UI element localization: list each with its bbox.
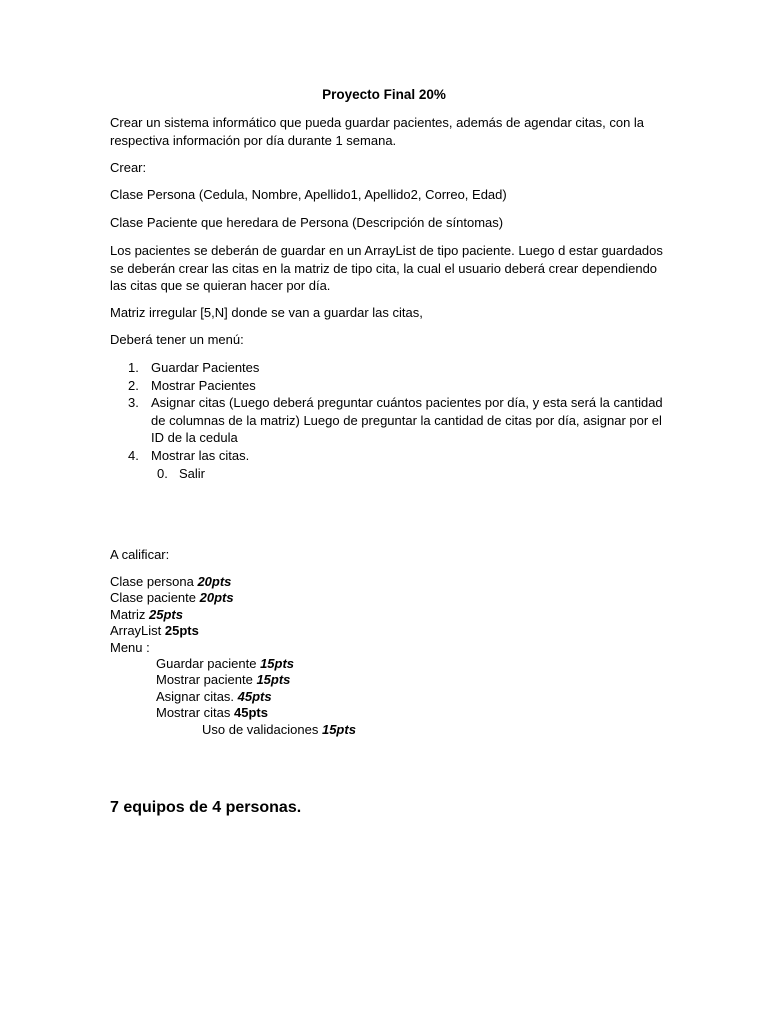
list-item-number: 4. <box>128 447 139 463</box>
list-item-text: Mostrar Pacientes <box>151 377 256 393</box>
grade-points: 15pts <box>260 656 295 671</box>
grade-points: 45pts <box>234 705 268 720</box>
sub-list-item-text: Salir <box>179 466 206 481</box>
grade-label: ArrayList <box>110 623 165 638</box>
grade-label: Mostrar paciente <box>156 672 257 687</box>
grade-label: Menu : <box>110 640 150 655</box>
crear-label: Crear: <box>110 160 147 175</box>
grade-label: Uso de validaciones <box>202 722 322 737</box>
intro-paragraph: Crear un sistema informático que pueda guardar pacientes, además de agendar citas, con la respectiva información por día durante 1 semana. <box>110 115 645 148</box>
menu-list <box>110 359 670 464</box>
document-title: Proyecto Final 20% <box>322 87 446 102</box>
grade-label: Matriz <box>110 607 149 622</box>
clase-paciente-paragraph: Clase Paciente que heredara de Persona (Descripción de síntomas) <box>110 215 504 230</box>
clase-persona-paragraph: Clase Persona (Cedula, Nombre, Apellido1, Apellido2, Correo, Edad) <box>110 187 507 202</box>
grade-points: 20pts <box>199 590 234 605</box>
grade-line <box>156 656 294 673</box>
grade-line <box>110 640 150 657</box>
grade-line <box>156 672 290 689</box>
grade-label: Mostrar citas <box>156 705 235 720</box>
sub-list-item-number: 0. <box>157 466 168 481</box>
list-item-text: Asignar citas (Luego deberá preguntar cuántos pacientes por día, y esta será la cantidad de columnas de la matriz) Luego de preguntar la cantidad de citas por día, asignar por el ID de la cedula <box>151 395 663 445</box>
grade-points: 15pts <box>321 722 356 737</box>
list-item <box>110 394 670 447</box>
list-item <box>110 359 670 377</box>
grade-label: Asignar citas. <box>156 689 238 704</box>
teams-heading: 7 equipos de 4 personas. <box>110 799 302 816</box>
grade-label: Guardar paciente <box>156 656 261 671</box>
grade-line <box>202 722 356 739</box>
matriz-paragraph: Matriz irregular [5,N] donde se van a guardar las citas, <box>110 305 423 320</box>
grade-points: 25pts <box>164 623 199 638</box>
grade-points: 25pts <box>149 607 183 622</box>
list-item <box>110 377 670 395</box>
list-item <box>110 447 670 465</box>
list-item-text: Mostrar las citas. <box>151 447 250 463</box>
grade-line <box>110 623 199 640</box>
grade-line <box>110 574 231 591</box>
grade-points: 15pts <box>256 672 291 687</box>
grade-line <box>156 689 272 706</box>
list-item-text: Guardar Pacientes <box>151 360 260 375</box>
grade-line <box>156 705 268 722</box>
list-item-number: 2. <box>128 377 139 393</box>
arraylist-paragraph: Los pacientes se deberán de guardar en un ArrayList de tipo paciente. Luego d estar guardados se deberán crear las citas en la matriz de tipo cita, la cual el usuario deberá crear dependiendo las citas que se quieran hacer por día. <box>110 243 663 293</box>
grade-points: 20pts <box>197 574 232 589</box>
list-item-number: 3. <box>128 395 139 410</box>
grade-line <box>110 607 183 624</box>
menu-label: Deberá tener un menú: <box>110 332 244 347</box>
sub-list-item <box>157 465 205 483</box>
list-item-number: 1. <box>128 360 139 375</box>
grade-label: Clase persona <box>110 574 198 589</box>
calificar-label: A calificar: <box>110 547 170 562</box>
grade-label: Clase paciente <box>110 590 200 605</box>
grade-line <box>110 590 234 607</box>
grade-points: 45pts <box>237 689 272 704</box>
